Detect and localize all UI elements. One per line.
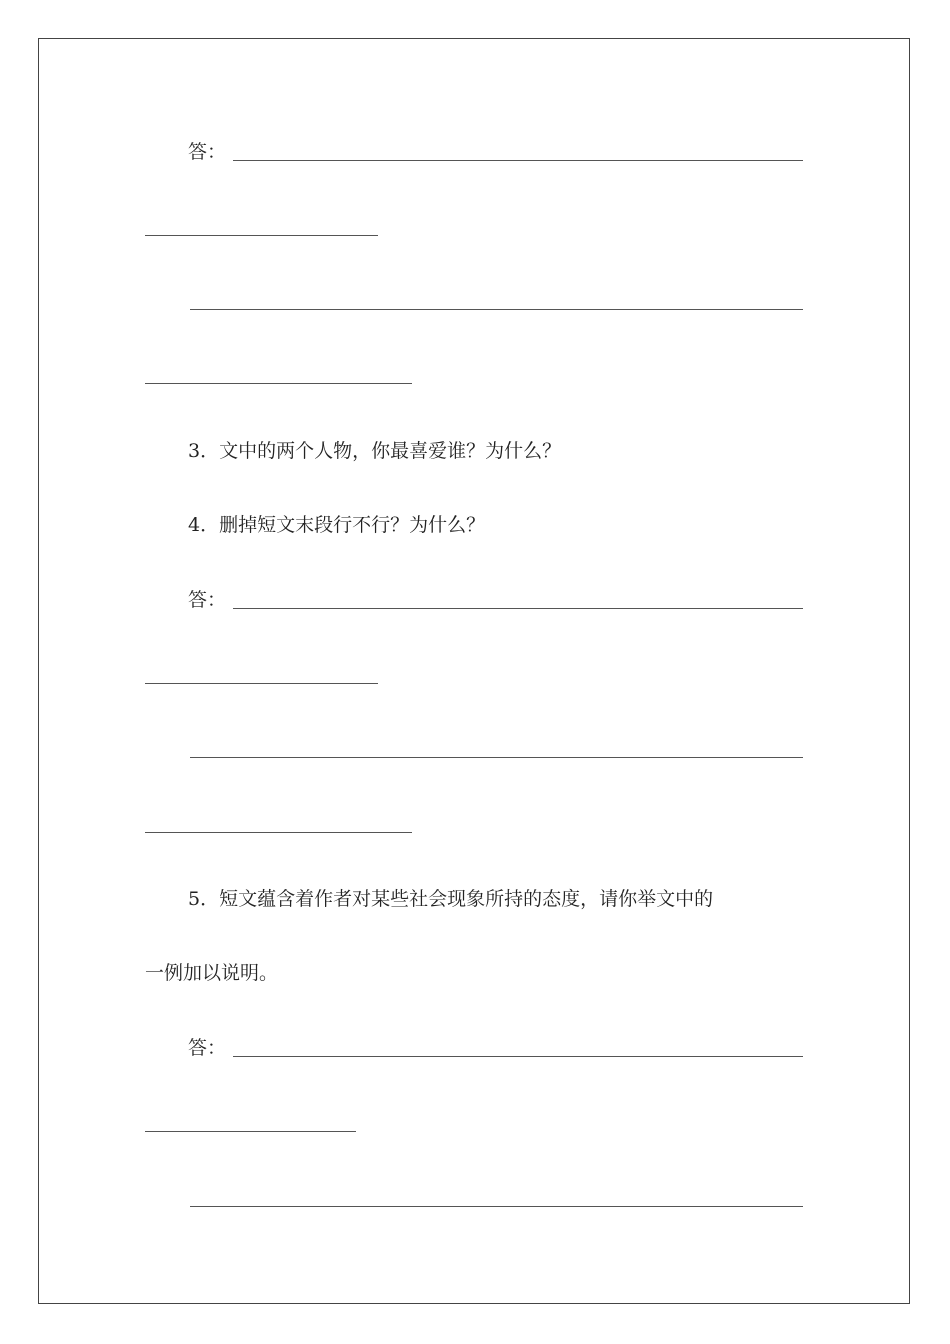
question-3: 3．文中的两个人物，你最喜爱谁？为什么？ [188, 440, 562, 462]
question-4: 4．删掉短文末段行不行？为什么？ [188, 514, 486, 536]
answer-blank-line[interactable] [145, 1131, 356, 1132]
answer-blank-line[interactable] [145, 383, 412, 384]
answer-blank-line[interactable] [145, 235, 378, 236]
answer-blank-line[interactable] [233, 160, 803, 161]
answer-label: 答： [188, 141, 227, 163]
answer-label: 答： [188, 589, 227, 611]
answer-blank-line[interactable] [190, 757, 803, 758]
answer-blank-line[interactable] [145, 683, 378, 684]
page-border [38, 38, 910, 1304]
answer-label: 答： [188, 1037, 227, 1059]
answer-blank-line[interactable] [190, 309, 803, 310]
question-5-line-2: 一例加以说明。 [145, 962, 279, 984]
answer-blank-line[interactable] [233, 1056, 803, 1057]
answer-blank-line[interactable] [145, 832, 412, 833]
question-5-line-1: 5．短文蕴含着作者对某些社会现象所持的态度，请你举文中的 [188, 888, 714, 910]
answer-blank-line[interactable] [190, 1206, 803, 1207]
answer-blank-line[interactable] [233, 608, 803, 609]
